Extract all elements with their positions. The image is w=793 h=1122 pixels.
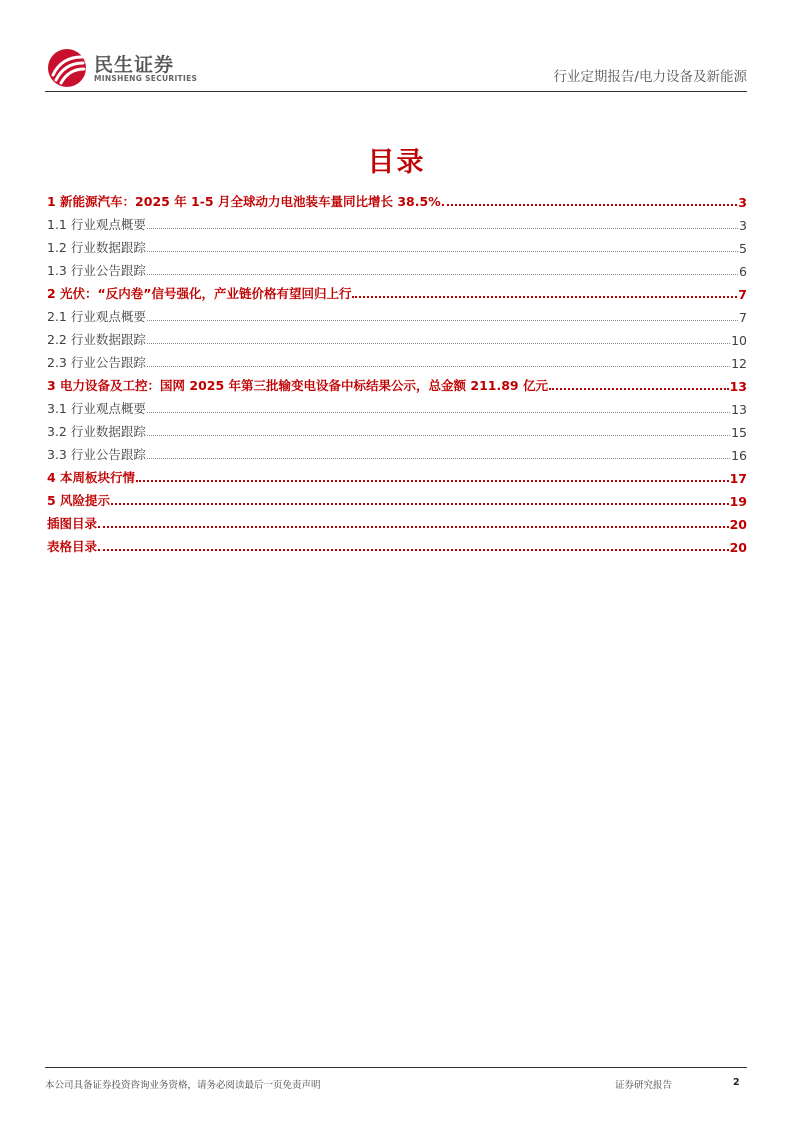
toc-entry-page: 13 [731,402,747,417]
toc-entry-page: 20 [729,540,747,555]
toc-section-entry[interactable] [47,509,747,532]
toc-dot-leader [147,251,738,252]
toc-section-entry[interactable] [47,371,747,394]
toc-subsection-entry[interactable] [47,440,747,463]
toc-dot-leader [147,343,730,344]
toc-entry-page: 20 [729,517,747,532]
footer-report-type: 证券研究报告 [615,1080,673,1091]
toc-entry-page: 10 [731,333,747,348]
toc-entry-page: 7 [739,310,747,325]
toc-dot-leader [147,458,730,459]
page-number: 2 [733,1077,740,1088]
toc-entry-page: 12 [731,356,747,371]
toc-dot-leader [147,366,730,367]
toc-entry-page: 7 [738,287,747,302]
toc-subsection-entry[interactable] [47,233,747,256]
toc-entry-text: 3.2 行业数据跟踪 [47,424,146,439]
toc-dot-leader [147,435,730,436]
toc-entry-text: 2.3 行业公告跟踪 [47,355,146,370]
toc-section-entry[interactable] [47,187,747,210]
toc-entry-text: 1.2 行业数据跟踪 [47,240,146,255]
toc-dot-leader [549,388,729,390]
toc-entry-text: 2.2 行业数据跟踪 [47,332,146,347]
toc-section-entry[interactable] [47,463,747,486]
toc-subsection-entry[interactable] [47,302,747,325]
toc-entry-page: 3 [738,195,747,210]
toc-entry-text: 1.1 行业观点概要 [47,217,146,232]
minsheng-logo-icon [47,48,87,88]
toc-entry-page: 19 [729,494,747,509]
toc-dot-leader [136,480,729,482]
footer-disclaimer: 本公司具备证券投资咨询业务资格，请务必阅读最后一页免责声明 [45,1080,321,1091]
toc-dot-leader [98,526,729,528]
toc-entry-page: 17 [729,471,747,486]
logo-name-cn: 民生证券 [94,54,175,76]
toc-dot-leader [352,296,737,298]
toc-entry-text: 表格目录 [47,539,98,554]
toc-dot-leader [111,503,729,505]
page-header [45,44,747,92]
toc-subsection-entry[interactable] [47,348,747,371]
toc-section-entry[interactable] [47,532,747,555]
toc-section-entry[interactable] [47,279,747,302]
toc-section-entry[interactable] [47,486,747,509]
toc-entry-text: 2.1 行业观点概要 [47,309,146,324]
toc-subsection-entry[interactable] [47,256,747,279]
toc-subsection-entry[interactable] [47,417,747,440]
toc-entry-page: 3 [739,218,747,233]
toc-entry-page: 16 [731,448,747,463]
toc-entry-text: 3.3 行业公告跟踪 [47,447,146,462]
toc-dot-leader [442,204,738,206]
toc-entry-page: 5 [739,241,747,256]
toc-dot-leader [147,274,738,275]
toc-entry-text: 3.1 行业观点概要 [47,401,146,416]
company-logo [47,48,197,88]
table-of-contents [47,187,747,555]
toc-entry-text: 插图目录 [47,516,98,531]
toc-entry-text: 5 风险提示 [47,493,111,508]
toc-dot-leader [147,320,738,321]
footer-divider [45,1067,747,1068]
toc-subsection-entry[interactable] [47,210,747,233]
toc-entry-page: 6 [739,264,747,279]
toc-entry-page: 13 [729,379,747,394]
toc-dot-leader [147,412,730,413]
toc-subsection-entry[interactable] [47,325,747,348]
logo-name-en: MINSHENG SECURITIES [94,74,198,83]
toc-title: 目录 [367,147,426,178]
report-category: 行业定期报告/电力设备及新能源 [553,69,747,85]
toc-dot-leader [98,549,729,551]
toc-subsection-entry[interactable] [47,394,747,417]
toc-entry-text: 4 本周板块行情 [47,470,136,485]
header-divider [45,91,747,92]
toc-entry-text: 2 光伏：“反内卷”信号强化，产业链价格有望回归上行 [47,286,352,301]
toc-entry-page: 15 [731,425,747,440]
toc-entry-text: 1 新能源汽车：2025 年 1-5 月全球动力电池装车量同比增长 38.5% [47,194,441,209]
toc-entry-text: 3 电力设备及工控：国网 2025 年第三批输变电设备中标结果公示，总金额 211.89 亿元 [47,378,548,393]
toc-dot-leader [147,228,738,229]
toc-entry-text: 1.3 行业公告跟踪 [47,263,146,278]
